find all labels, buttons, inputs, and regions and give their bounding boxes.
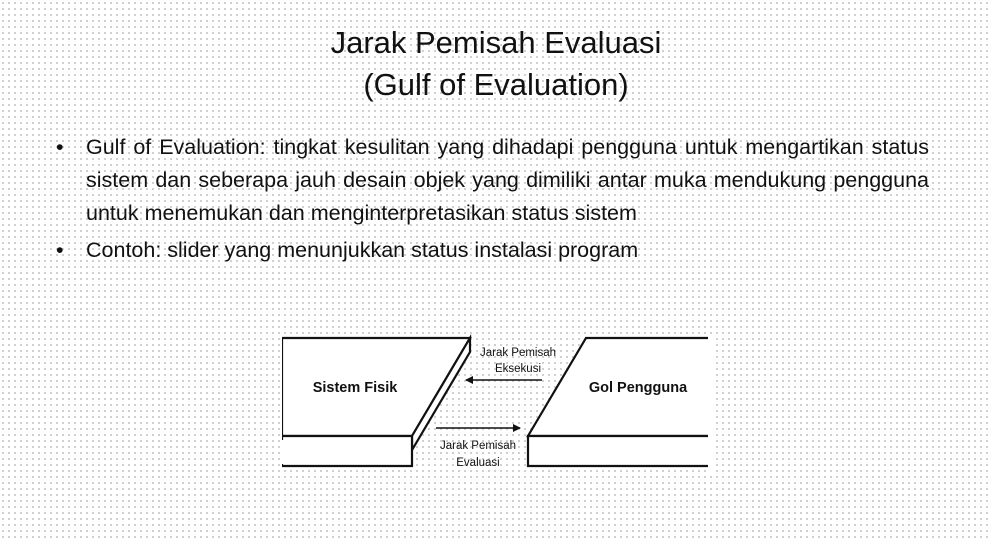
bullet-item-example bbox=[56, 234, 929, 267]
execution-gap-label-line-2: Eksekusi bbox=[494, 363, 542, 375]
slide-title-line-1: Jarak Pemisah Evaluasi bbox=[330, 25, 662, 60]
right-block-label: Gol Pengguna bbox=[588, 380, 688, 396]
bullet-dot: • bbox=[56, 135, 64, 159]
execution-gap-label-line-1: Jarak Pemisah bbox=[479, 347, 557, 359]
evaluation-gap bbox=[436, 428, 520, 469]
evaluation-gap-label-line-2: Evaluasi bbox=[456, 457, 500, 469]
evaluation-gap-label-line-1: Jarak Pemisah bbox=[439, 440, 517, 452]
bullet-text-definition: Gulf of Evaluation: tingkat kesulitan yang dihadapi pengguna untuk mengartikan status sistem dan seberapa jauh desain objek yang dimiliki antar muka mendukung pengguna untuk menemukan dan menginterpretasikan status sistem bbox=[86, 135, 929, 225]
bullet-text-example: Contoh: slider yang menunjukkan status instalasi program bbox=[86, 238, 639, 262]
left-block-label: Sistem Fisik bbox=[312, 380, 398, 396]
bullet-item-definition bbox=[56, 131, 929, 230]
gulf-diagram-svg bbox=[280, 334, 712, 474]
bullet-dot: • bbox=[56, 238, 64, 262]
bullet-list bbox=[56, 131, 929, 271]
slide-title bbox=[0, 22, 992, 106]
left-block-sistem-fisik bbox=[280, 334, 470, 474]
slide-title-line-2: (Gulf of Evaluation) bbox=[363, 67, 629, 102]
execution-gap bbox=[466, 347, 556, 380]
gulf-diagram bbox=[280, 334, 712, 474]
